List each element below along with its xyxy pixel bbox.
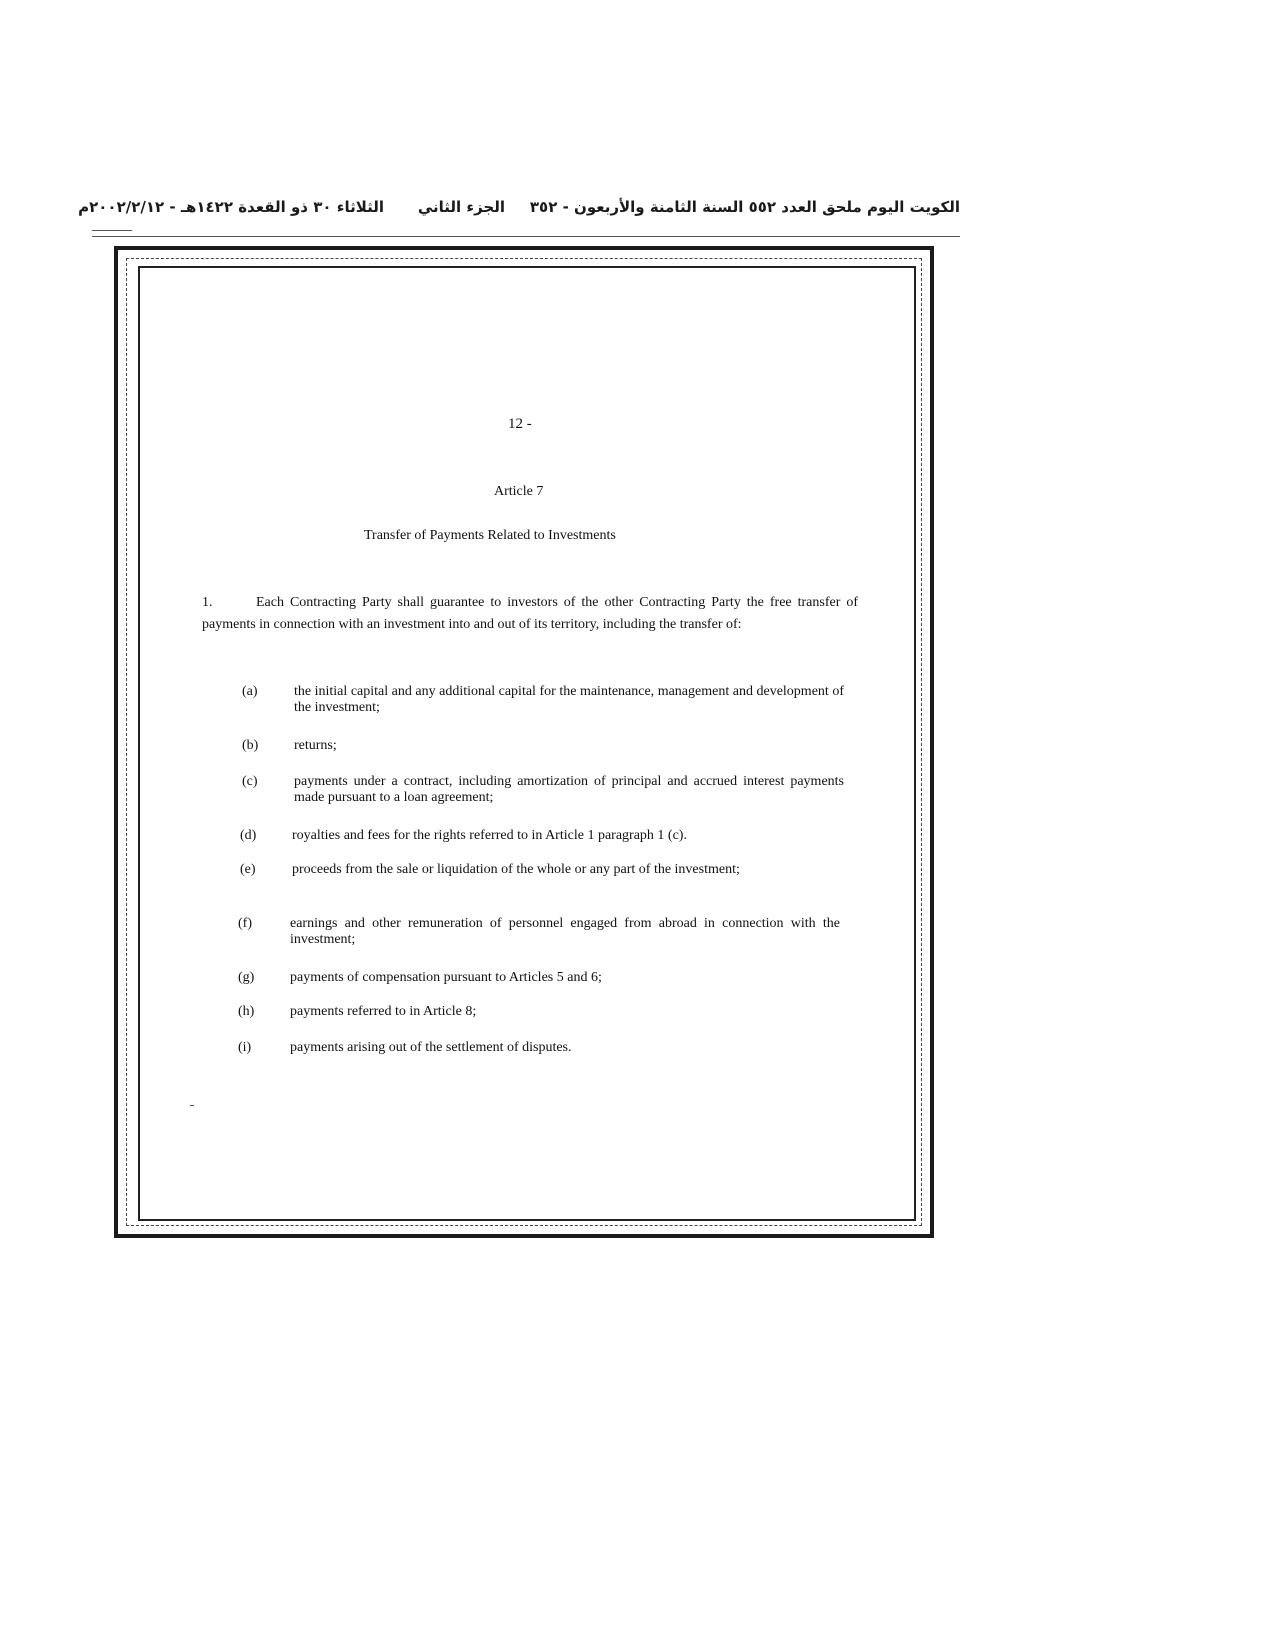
list-item-text: payments referred to in Article 8; [290, 1004, 477, 1019]
paragraph-1 [202, 592, 858, 636]
gazette-header [78, 198, 960, 224]
page-number: 12 - [508, 416, 532, 432]
list-item-label: (c) [242, 774, 258, 789]
article-subtitle: Transfer of Payments Related to Investments [364, 528, 616, 543]
issue-date: الثلاثاء ٣٠ ذو القعدة ١٤٢٢هـ - ٢٠٠٢/٢/١٢م [78, 198, 384, 216]
list-item-text: proceeds from the sale or liquidation of the whole or any part of the investment; [292, 862, 740, 877]
list-item-label: (h) [238, 1004, 255, 1019]
publication-info: الكويت اليوم ملحق العدد ٥٥٢ السنة الثامنة والأربعون - ٣٥٢ [529, 198, 960, 216]
list-item-text: returns; [294, 738, 337, 753]
paragraph-text: Each Contracting Party shall guarantee to investors of the other Contracting Party the free transfer of payments in connection with an investment into and out of its territory, including the transfer of: [202, 595, 858, 632]
list-item-label: (g) [238, 970, 255, 985]
list-item-text: earnings and other remuneration of personnel engaged from abroad in connection with the investment; [290, 916, 840, 947]
list-item-label: (b) [242, 738, 259, 753]
part-label: الجزء الثاني [417, 198, 505, 216]
header-rule-short [92, 230, 132, 231]
list-item-text: payments arising out of the settlement of disputes. [290, 1040, 572, 1055]
list-item-label: (a) [242, 684, 258, 699]
list-item-text: payments under a contract, including amortization of principal and accrued interest payments made pursuant to a loan agreement; [294, 774, 844, 805]
list-item-text: royalties and fees for the rights referred to in Article 1 paragraph 1 (c). [292, 828, 687, 843]
list-item-label: (d) [240, 828, 257, 843]
list-item-label: (i) [238, 1040, 252, 1055]
list-item-label: (e) [240, 862, 256, 877]
list-item-label: (f) [238, 916, 252, 931]
list-item-text: the initial capital and any additional capital for the maintenance, management and development of the investment; [294, 684, 844, 715]
scan-mark [190, 1105, 194, 1106]
article-heading: Article 7 [494, 484, 544, 499]
paragraph-number: 1. [202, 595, 213, 610]
header-rule [92, 236, 960, 237]
list-item-text: payments of compensation pursuant to Articles 5 and 6; [290, 970, 602, 985]
